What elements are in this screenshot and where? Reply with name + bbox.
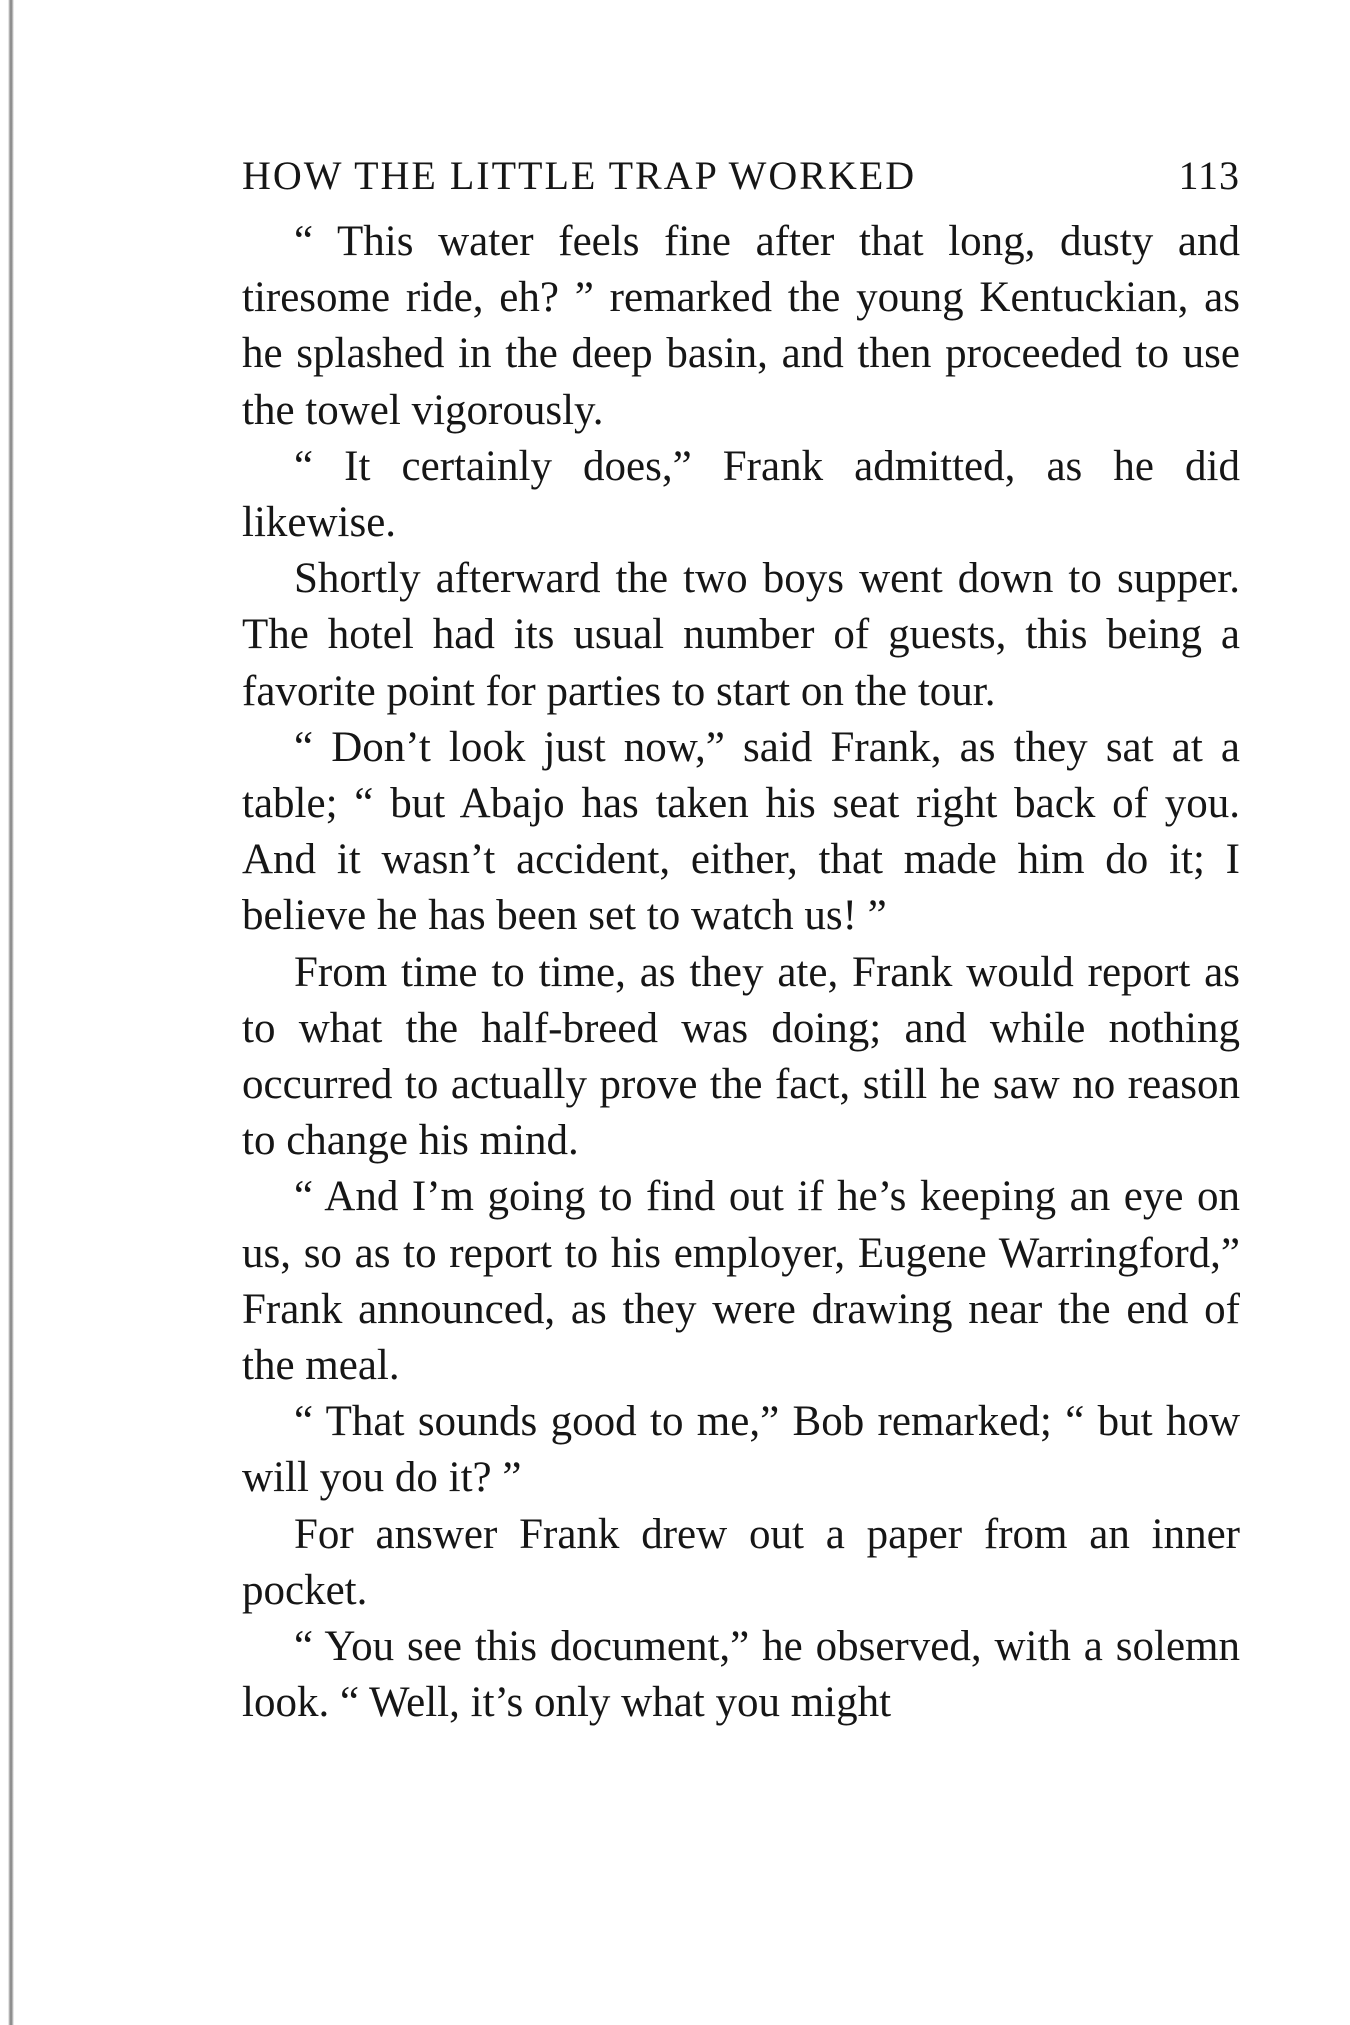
body-text: [242, 214, 1240, 1731]
running-head: [242, 150, 1240, 202]
paragraph: From time to time, as they ate, Frank would report as to what the half-breed was doing; and while nothing occurred to actually prove the fact, still he saw no reason to change his mind.: [242, 948, 1240, 1165]
paragraph: For answer Frank drew out a paper from an inner pocket.: [242, 1510, 1240, 1614]
paragraph: Shortly afterward the two boys went down to supper. The hotel had its usual number of guests, this being a favorite point for parties to start on the tour.: [242, 555, 1240, 715]
paragraph: “ This water feels fine after that long, dusty and tiresome ride, eh? ” remarked the young Kentuckian, as he splashed in the deep basin, and then proceeded to use the towel vigorously.: [242, 218, 1240, 434]
paragraph: “ Don’t look just now,” said Frank, as they sat at a table; “ but Abajo has taken his seat right back of you. And it wasn’t accident, either, that made him do it; I believe he has been set to watch us! ”: [242, 723, 1240, 940]
paragraph: “ That sounds good to me,” Bob remarked; “ but how will you do it? ”: [242, 1398, 1240, 1502]
paragraph: “ And I’m going to find out if he’s keeping an eye on us, so as to report to his employer, Eugene Warringford,” Frank announced, as they were drawing near the end of the meal.: [242, 1173, 1240, 1390]
paragraph: “ It certainly does,” Frank admitted, as he did likewise.: [242, 442, 1240, 547]
paragraph: “ You see this document,” he observed, with a solemn look. “ Well, it’s only what you might: [242, 1623, 1240, 1727]
binding-edge: [8, 0, 14, 2025]
page-number: 113: [1178, 153, 1240, 198]
running-title: HOW THE LITTLE TRAP WORKED: [242, 153, 917, 198]
book-page: [242, 150, 1240, 1731]
